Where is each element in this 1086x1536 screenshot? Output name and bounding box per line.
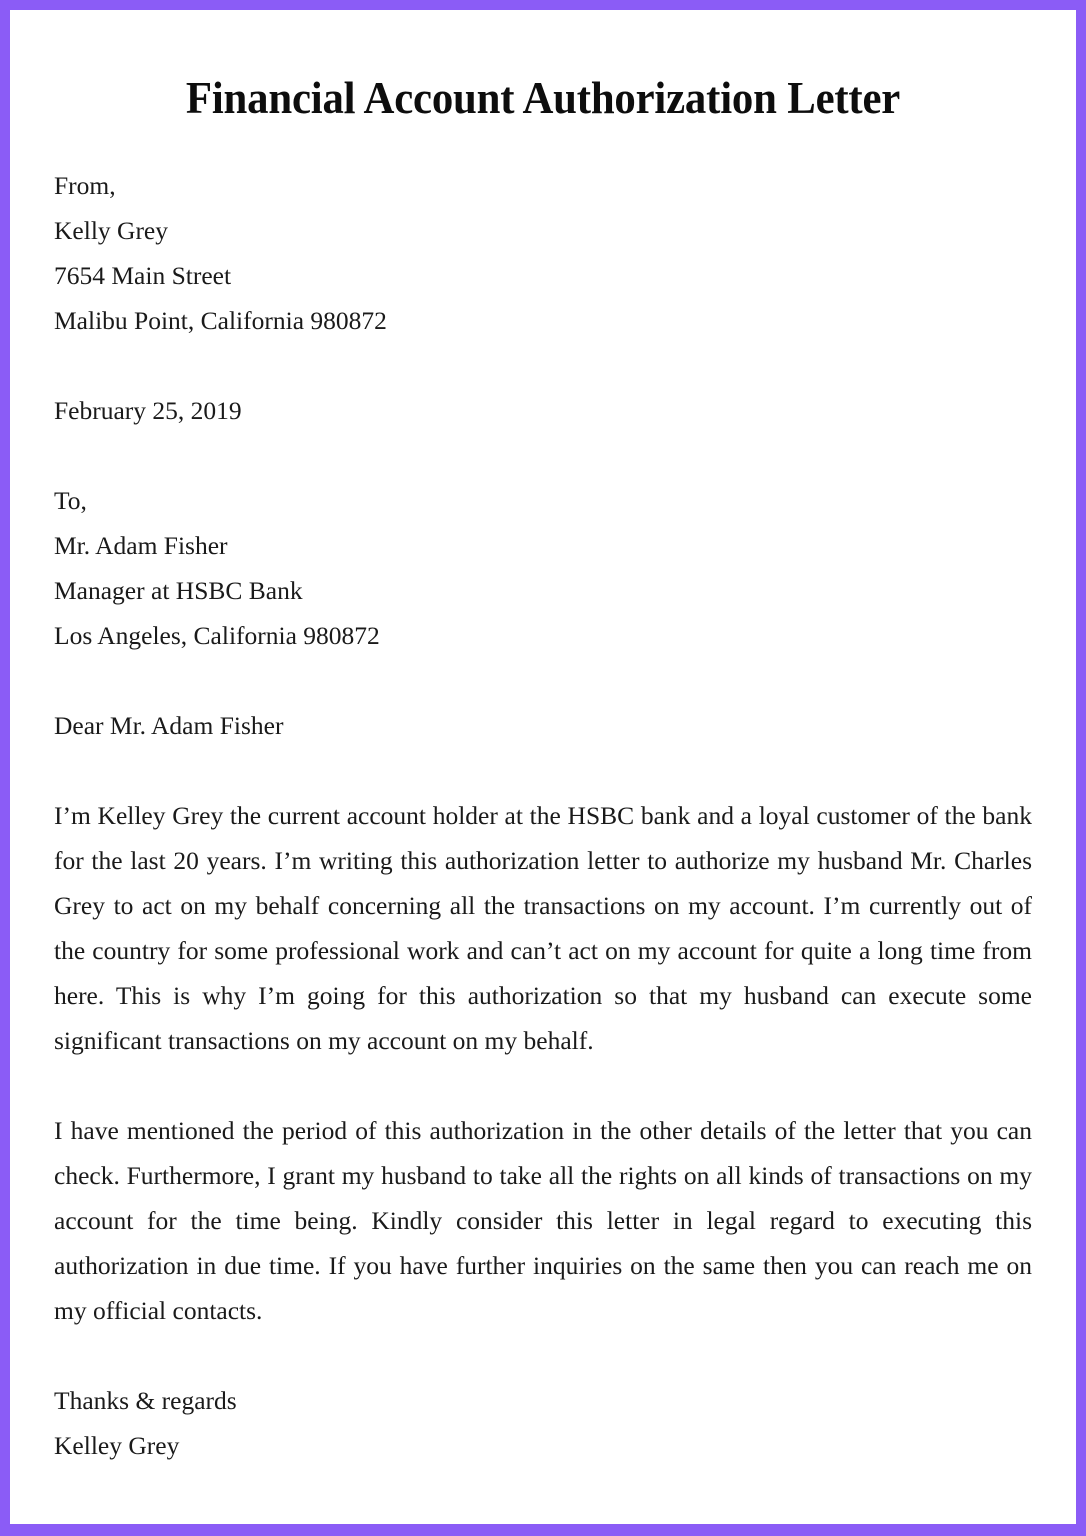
spacer	[54, 1333, 1032, 1378]
body-paragraph-1: I’m Kelley Grey the current account holder at the HSBC bank and a loyal customer of the bank for the last 20 years. I’m writing this authorization letter to authorize my husband Mr. Charles Grey to act on my behalf concerning all the transactions on my account. I’m currently out of the country for some professional work and can’t act on my account for quite a long time from here. This is why I’m going for this authorization so that my husband can execute some significant transactions on my account on my behalf.	[54, 800, 1032, 1055]
letter-body	[54, 163, 1032, 1468]
recipient-label: To,	[54, 485, 87, 515]
spacer	[54, 343, 1032, 388]
body-paragraph-2: I have mentioned the period of this authorization in the other details of the letter that you can check. Furthermore, I grant my husband to take all the rights on all kinds of transactions on my account for the time being. Kindly consider this letter in legal regard to executing this authorization in due time. If you have further inquiries on the same then you can reach me on my official contacts.	[54, 1115, 1032, 1325]
spacer	[54, 433, 1032, 478]
recipient-address-block	[54, 478, 1032, 658]
recipient-name: Mr. Adam Fisher	[54, 530, 228, 560]
sender-name: Kelly Grey	[54, 215, 169, 245]
page-title: Financial Account Authorization Letter	[185, 72, 901, 123]
salutation: Dear Mr. Adam Fisher	[54, 710, 284, 740]
closing-phrase: Thanks & regards	[54, 1385, 237, 1415]
letter-date-block	[54, 388, 1032, 433]
sender-city-state-zip: Malibu Point, California 980872	[54, 305, 387, 335]
letter-date: February 25, 2019	[54, 395, 242, 425]
sender-address-block	[54, 163, 1032, 343]
recipient-title: Manager at HSBC Bank	[54, 575, 303, 605]
signature-name: Kelley Grey	[54, 1430, 180, 1460]
document-page	[10, 10, 1076, 1524]
spacer	[54, 1063, 1032, 1108]
spacer	[54, 658, 1032, 703]
sender-label: From,	[54, 170, 116, 200]
recipient-city-state-zip: Los Angeles, California 980872	[54, 620, 380, 650]
closing-block	[54, 1378, 1032, 1468]
spacer	[54, 748, 1032, 793]
sender-street: 7654 Main Street	[54, 260, 232, 290]
